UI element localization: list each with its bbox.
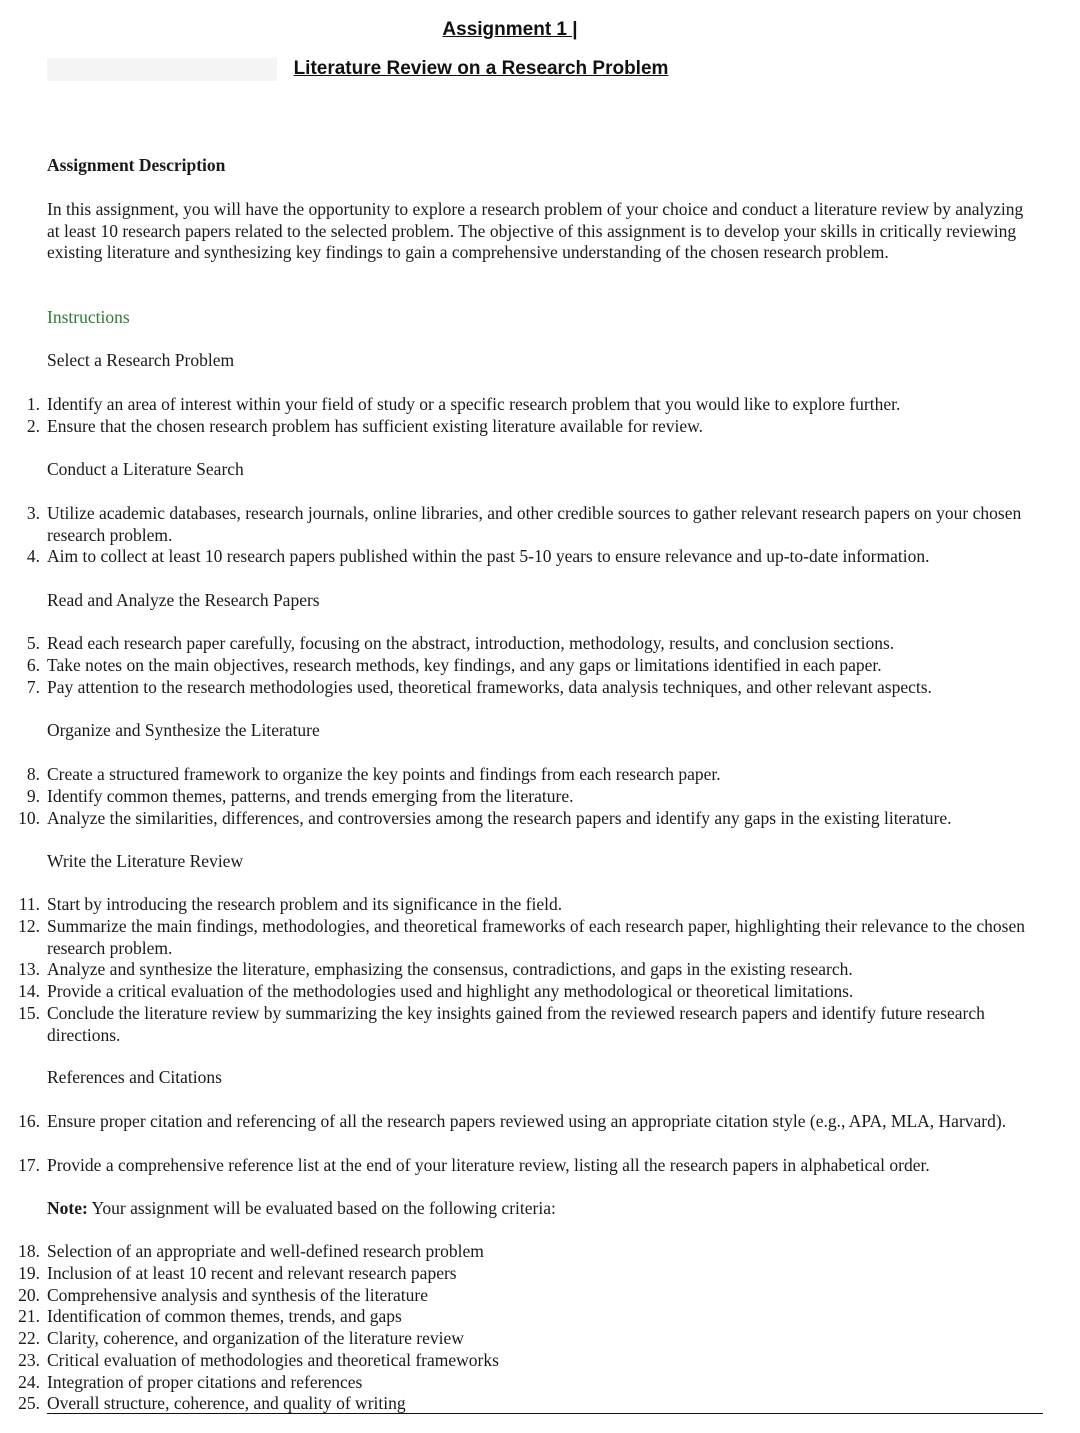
list-item-text: Read each research paper carefully, focusing on the abstract, introduction, methodology, results, and conclusion sections. — [47, 633, 895, 653]
list-item-number: 1. — [26, 394, 40, 414]
list-item-text: Ensure that the chosen research problem has sufficient existing literature available for review. — [47, 416, 703, 436]
list-item-text: Conclude the literature review by summarizing the key insights gained from the reviewed research papers and identify future research directions. — [47, 1003, 985, 1045]
list-item-number: 9. — [26, 786, 40, 806]
list-item — [0, 894, 1045, 916]
list-item — [0, 1372, 1045, 1394]
list-item-text: Clarity, coherence, and organization of the literature review — [47, 1328, 464, 1348]
list-item — [0, 503, 1045, 546]
list-item — [0, 1350, 1045, 1372]
list-item — [0, 677, 1045, 699]
assignment-title: Assignment 1 | — [442, 19, 578, 40]
list-item-number: 24. — [18, 1372, 40, 1392]
list-item-text: Critical evaluation of methodologies and theoretical frameworks — [47, 1350, 499, 1370]
note-label: Note: — [47, 1198, 88, 1218]
list-item-number: 10. — [18, 808, 40, 828]
list-item — [0, 1241, 1045, 1263]
list-item — [0, 633, 1045, 655]
list-item-text: Selection of an appropriate and well-defined research problem — [47, 1241, 484, 1261]
list-item — [0, 764, 1045, 786]
list-item-text: Inclusion of at least 10 recent and relevant research papers — [47, 1263, 457, 1283]
list-item-text: Ensure proper citation and referencing of all the research papers reviewed using an appropriate citation style (e.g., APA, MLA, Harvard). — [47, 1111, 1007, 1131]
list-item — [0, 981, 1045, 1003]
list-item-text: Take notes on the main objectives, research methods, key findings, and any gaps or limitations identified in each paper. — [47, 655, 882, 675]
section-heading-read-analyze: Read and Analyze the Research Papers — [47, 590, 320, 610]
list-item — [0, 786, 1045, 808]
section-heading-write-review: Write the Literature Review — [47, 851, 244, 871]
list-item — [0, 808, 1045, 830]
list-item-text: Provide a critical evaluation of the methodologies used and highlight any methodological or theoretical limitations. — [47, 981, 854, 1001]
list-item-text: Create a structured framework to organize the key points and findings from each research paper. — [47, 764, 721, 784]
list-item-text: Identify an area of interest within your field of study or a specific research problem that you would like to explore further. — [47, 394, 901, 414]
bottom-rule-divider — [47, 1413, 1043, 1414]
list-item-number: 21. — [18, 1306, 40, 1326]
list-item-text: Start by introducing the research problem and its significance in the field. — [47, 894, 563, 914]
list-item — [0, 1328, 1045, 1350]
list-item — [0, 416, 1045, 438]
list-item-number: 17. — [18, 1155, 40, 1175]
list-item — [0, 1306, 1045, 1328]
list-item-text: Overall structure, coherence, and quality of writing — [47, 1393, 406, 1413]
list-item-text: Utilize academic databases, research journals, online libraries, and other credible sources to gather relevant research papers on your chosen research problem. — [47, 503, 1022, 545]
list-item — [0, 959, 1045, 981]
section-heading-organize-synthesize: Organize and Synthesize the Literature — [47, 720, 320, 740]
description-heading: Assignment Description — [47, 155, 226, 175]
list-item — [0, 1263, 1045, 1285]
instructions-label: Instructions — [47, 307, 130, 327]
list-item-text: Analyze and synthesize the literature, emphasizing the consensus, contradictions, and gaps in the existing research. — [47, 959, 853, 979]
list-item — [0, 546, 1045, 568]
list-item — [0, 1393, 1045, 1415]
list-item-text: Identify common themes, patterns, and trends emerging from the literature. — [47, 786, 574, 806]
list-item — [0, 916, 1045, 959]
list-item-number: 2. — [26, 416, 40, 436]
list-item-text: Integration of proper citations and references — [47, 1372, 363, 1392]
list-item-number: 5. — [26, 633, 40, 653]
list-item-number: 6. — [26, 655, 40, 675]
list-item-number: 8. — [26, 764, 40, 784]
section-heading-literature-search: Conduct a Literature Search — [47, 459, 244, 479]
list-item-number: 16. — [18, 1111, 40, 1131]
list-item-number: 3. — [26, 503, 40, 523]
assignment-subtitle: Literature Review on a Research Problem — [293, 58, 669, 79]
list-item-text: Aim to collect at least 10 research papers published within the past 5-10 years to ensure relevance and up-to-date information. — [47, 546, 930, 566]
list-item-text: Comprehensive analysis and synthesis of the literature — [47, 1285, 429, 1305]
list-item — [0, 655, 1045, 677]
list-item-text: Provide a comprehensive reference list at the end of your literature review, listing all the research papers in alphabetical order. — [47, 1155, 930, 1175]
description-paragraph: In this assignment, you will have the opportunity to explore a research problem of your choice and conduct a literature review by analyzing at least 10 research papers related to the selected problem. The objective of this assignment is to develop your skills in critically reviewing existing literature and synthesizing key findings to gain a comprehensive understanding of the chosen research problem. — [47, 199, 1024, 263]
list-item — [0, 1111, 1045, 1133]
list-item — [0, 1285, 1045, 1307]
list-item-number: 13. — [18, 959, 40, 979]
list-item — [0, 1003, 1045, 1046]
list-item-text: Summarize the main findings, methodologies, and theoretical frameworks of each research paper, highlighting their relevance to the chosen research problem. — [47, 916, 1025, 958]
section-heading-select-problem: Select a Research Problem — [47, 350, 235, 370]
list-item-number: 15. — [18, 1003, 40, 1023]
list-item-number: 14. — [18, 981, 40, 1001]
list-item-number: 12. — [18, 916, 40, 936]
section-heading-references: References and Citations — [47, 1067, 222, 1087]
list-item-number: 22. — [18, 1328, 40, 1348]
list-item-number: 19. — [18, 1263, 40, 1283]
note-line — [47, 1198, 556, 1219]
list-item-number: 4. — [26, 546, 40, 566]
note-text: Your assignment will be evaluated based on the following criteria: — [87, 1198, 556, 1218]
list-item-text: Identification of common themes, trends, and gaps — [47, 1306, 402, 1326]
list-item-number: 25. — [18, 1393, 40, 1413]
list-item-number: 20. — [18, 1285, 40, 1305]
list-item — [0, 394, 1045, 416]
list-item-number: 11. — [18, 894, 40, 914]
list-item-text: Analyze the similarities, differences, and controversies among the research papers and identify any gaps in the existing literature. — [47, 808, 952, 828]
list-item — [0, 1155, 1045, 1177]
list-item-number: 7. — [26, 677, 40, 697]
list-item-number: 18. — [18, 1241, 40, 1261]
list-item-text: Pay attention to the research methodologies used, theoretical frameworks, data analysis techniques, and other relevant aspects. — [47, 677, 932, 697]
list-item-number: 23. — [18, 1350, 40, 1370]
